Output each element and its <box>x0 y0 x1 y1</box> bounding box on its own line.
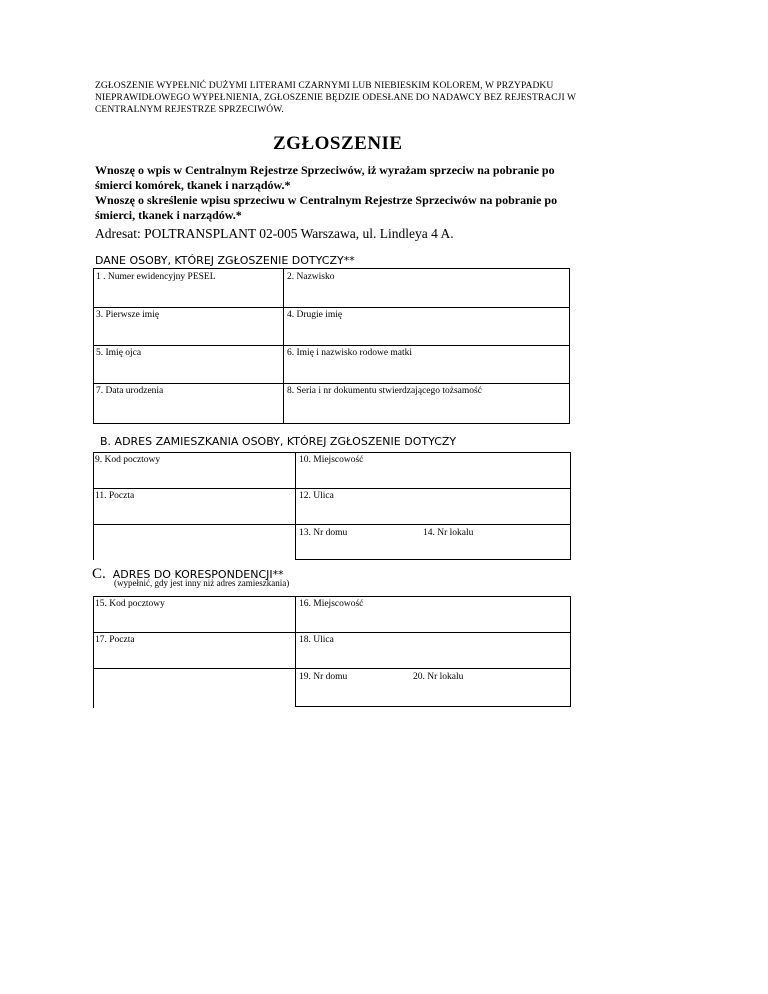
section-c-note: (wypełnić, gdy jest inny niż adres zamieszkania) <box>114 578 290 588</box>
field-surname[interactable]: 2. Nazwisko <box>287 272 335 282</box>
field-first-name[interactable]: 3. Pierwsze imię <box>96 310 160 320</box>
field-id-document[interactable]: 8. Seria i nr dokumentu stwierdzającego tożsamość <box>287 386 482 396</box>
field-corr-house-number[interactable]: 19. Nr domu <box>299 672 348 682</box>
section-c-table <box>93 596 571 708</box>
field-city[interactable]: 10. Miejscowość <box>299 455 364 465</box>
section-c-heading: ADRES DO KORESPONDENCJI** <box>112 568 284 581</box>
field-mother-name[interactable]: 6. Imię i nazwisko rodowe matki <box>287 348 413 358</box>
section-a-table <box>93 268 570 424</box>
section-a-heading: DANE OSOBY, KTÓREJ ZGŁOSZENIE DOTYCZY** <box>95 254 355 267</box>
field-street[interactable]: 12. Ulica <box>299 491 334 501</box>
section-b-heading: B. ADRES ZAMIESZKANIA OSOBY, KTÓREJ ZGŁOSZENIE DOTYCZY <box>100 435 457 448</box>
field-post-office[interactable]: 11. Poczta <box>95 491 135 501</box>
form-instructions: ZGŁOSZENIE WYPEŁNIĆ DUŻYMI LITERAMI CZARNYMI LUB NIEBIESKIM KOLOREM, W PRZYPADKU NIEPRAWIDŁOWEGO WYPEŁNIENIA, ZGŁOSZENIE BĘDZIE ODESŁANE DO NADAWCY BEZ REJESTRACJI W CENTRALNYM REJESTRZE SPRZECIWÓW. <box>95 81 576 115</box>
field-corr-city[interactable]: 16. Miejscowość <box>299 599 364 609</box>
field-birth-date[interactable]: 7. Data urodzenia <box>96 386 164 396</box>
addressee-line: Adresat: POLTRANSPLANT 02-005 Warszawa, ul. Lindleya 4 A. <box>95 226 454 241</box>
field-corr-post-office[interactable]: 17. Poczta <box>95 635 135 645</box>
field-flat-number[interactable]: 14. Nr lokalu <box>423 528 474 538</box>
form-title: ZGŁOSZENIE <box>273 133 403 154</box>
field-postal-code[interactable]: 9. Kod pocztowy <box>95 455 161 465</box>
field-corr-street[interactable]: 18. Ulica <box>299 635 334 645</box>
section-c-letter: C. <box>92 566 106 582</box>
field-house-number[interactable]: 13. Nr domu <box>299 528 348 538</box>
field-corr-postal-code[interactable]: 15. Kod pocztowy <box>95 599 165 609</box>
field-second-name[interactable]: 4. Drugie imię <box>287 310 343 320</box>
field-corr-flat-number[interactable]: 20. Nr lokalu <box>413 672 464 682</box>
statement-objection-entry: Wnoszę o wpis w Centralnym Rejestrze Sprzeciwów, iż wyrażam sprzeciw na pobranie po śmierci komórek, tkanek i narządów.* <box>95 163 555 192</box>
statement-objection-removal: Wnoszę o skreślenie wpisu sprzeciwu w Centralnym Rejestrze Sprzeciwów na pobranie po śmierci, tkanek i narządów.* <box>95 193 558 222</box>
field-pesel[interactable]: 1 . Numer ewidencyjny PESEL <box>96 272 216 282</box>
field-father-name[interactable]: 5. Imię ojca <box>96 348 142 358</box>
section-b-table <box>93 452 571 560</box>
